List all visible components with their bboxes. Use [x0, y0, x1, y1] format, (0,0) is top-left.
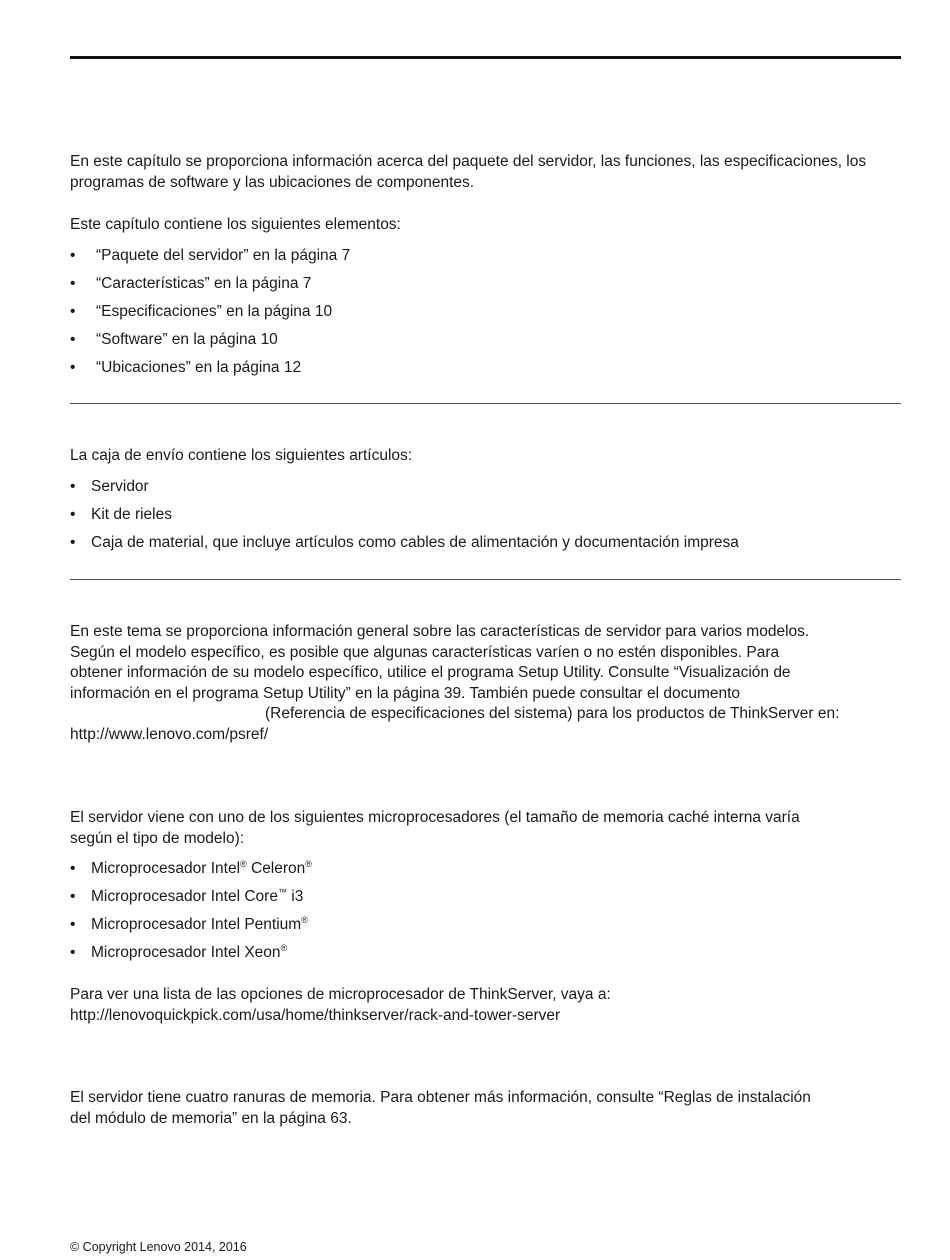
- list-item: [70, 298, 901, 326]
- chapter-link-caracteristicas[interactable]: “Características” en la página 7: [96, 275, 312, 292]
- list-item: [70, 270, 901, 298]
- list-item: • Caja de material, que incluye artículos como cables de alimentación y documentación impresa: [70, 529, 901, 557]
- chapter-link-software[interactable]: “Software” en la página 10: [96, 331, 278, 348]
- bullet-icon: •: [70, 506, 76, 523]
- intro-list-heading: Este capítulo contiene los siguientes elementos:: [70, 216, 401, 233]
- bullet-icon: •: [70, 944, 76, 961]
- intro-paragraph: En este capítulo se proporciona información acerca del paquete del servidor, las funciones, las especificaciones, los programas de software y las ubicaciones de componentes.: [70, 153, 867, 191]
- memory-paragraph: El servidor tiene cuatro ranuras de memoria. Para obtener más información, consulte “Reglas de instalación del módulo de memoria” en la página 63.: [70, 1089, 811, 1127]
- chapter-contents-list: [70, 242, 901, 382]
- microprocessor-list: [70, 855, 901, 967]
- chapter-link-especificaciones[interactable]: “Especificaciones” en la página 10: [96, 303, 333, 320]
- list-item: [70, 354, 901, 382]
- bullet-icon: •: [70, 331, 76, 348]
- bullet-icon: •: [70, 303, 76, 320]
- bullet-icon: •: [70, 916, 76, 933]
- bullet-icon: •: [70, 275, 76, 292]
- section-divider: [70, 403, 901, 404]
- microprocessor-intro: El servidor viene con uno de los siguientes microprocesadores (el tamaño de memoria caché interna varía según el tipo de modelo):: [70, 809, 800, 847]
- chapter-link-paquete[interactable]: “Paquete del servidor” en la página 7: [96, 247, 351, 264]
- bullet-icon: •: [70, 359, 76, 376]
- list-item: [70, 242, 901, 270]
- package-contents-list: [70, 473, 901, 557]
- microprocessor-options: Para ver una lista de las opciones de microprocesador de ThinkServer, vaya a: http://lenovoquickpick.com/usa/home/thinkserver/rack-and-tower-server: [70, 985, 901, 1026]
- bullet-icon: •: [70, 534, 76, 551]
- bullet-icon: •: [70, 247, 76, 264]
- features-paragraph: En este tema se proporciona información general sobre las características de servidor para varios modelos. Según el modelo específico, es posible que algunas características varíen o no estén disponibles. Para obtener información de su modelo específico, utilice el programa Setup Utility. Consulte “Visualización de información en el programa Setup Utility” en la página 39. También puede consultar el documento (Referencia de especificaciones del sistema) para los productos de ThinkServer en: http://www.lenovo.com/psref/: [70, 622, 901, 745]
- psref-link[interactable]: http://www.lenovo.com/psref/: [70, 725, 269, 743]
- list-item: [70, 326, 901, 354]
- list-item: • Microprocesador Intel® Celeron®: [70, 855, 901, 883]
- bullet-icon: •: [70, 888, 76, 905]
- package-intro: La caja de envío contiene los siguientes artículos:: [70, 447, 413, 464]
- quickpick-link[interactable]: http://lenovoquickpick.com/usa/home/thinkserver/rack-and-tower-server: [70, 1006, 561, 1024]
- copyright-footer: © Copyright Lenovo 2014, 2016: [70, 1240, 247, 1254]
- list-item: • Microprocesador Intel Xeon®: [70, 939, 901, 967]
- bullet-icon: •: [70, 478, 76, 495]
- document-page: [70, 0, 901, 1260]
- section-divider: [70, 579, 901, 580]
- chapter-link-ubicaciones[interactable]: “Ubicaciones” en la página 12: [96, 359, 302, 376]
- list-item: • Microprocesador Intel Pentium®: [70, 911, 901, 939]
- bullet-icon: •: [70, 860, 76, 877]
- chapter-top-rule: [70, 56, 901, 59]
- list-item: • Kit de rieles: [70, 501, 901, 529]
- list-item: • Servidor: [70, 473, 901, 501]
- list-item: • Microprocesador Intel Core™ i3: [70, 883, 901, 911]
